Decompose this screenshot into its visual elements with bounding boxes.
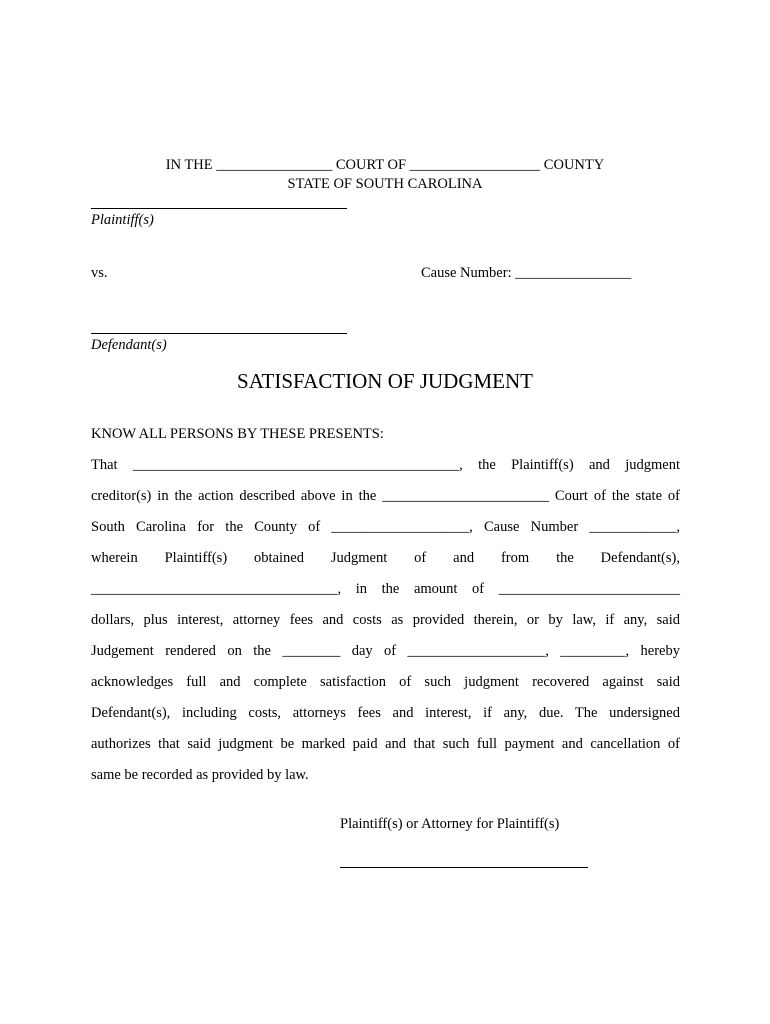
body-line: acknowledges full and complete satisfaction of such judgment recovered against said — [91, 674, 680, 690]
state-line: STATE OF SOUTH CAROLINA — [287, 176, 483, 192]
signature-label: Plaintiff(s) or Attorney for Plaintiff(s) — [340, 816, 560, 832]
defendant-signature-line — [91, 333, 347, 334]
body-line: authorizes that said judgment be marked paid and that such full payment and cancellation of — [91, 736, 680, 752]
cause-number-field: Cause Number: ________________ — [421, 265, 632, 281]
defendant-label: Defendant(s) — [91, 337, 167, 353]
document-title: SATISFACTION OF JUDGMENT — [237, 369, 533, 393]
body-line: __________________________________, in the amount of _________________________ — [91, 581, 680, 597]
vs-label: vs. — [91, 265, 108, 281]
intro-line: KNOW ALL PERSONS BY THESE PRESENTS: — [91, 426, 384, 442]
body-line: That _____________________________________________, the Plaintiff(s) and judgment — [91, 457, 680, 473]
body-line: creditor(s) in the action described above in the _______________________ Court of the state of — [91, 488, 680, 504]
court-line: IN THE ________________ COURT OF __________________ COUNTY — [165, 157, 605, 173]
body-line: Judgement rendered on the ________ day of ___________________, _________, hereby — [91, 643, 680, 659]
body-line: South Carolina for the County of ___________________, Cause Number ____________, — [91, 519, 680, 535]
body-line: wherein Plaintiff(s) obtained Judgment of and from the Defendant(s), — [91, 550, 680, 566]
plaintiff-label: Plaintiff(s) — [91, 212, 154, 228]
signature-line — [340, 867, 588, 868]
body-line: Defendant(s), including costs, attorneys fees and interest, if any, due. The undersigned — [91, 705, 680, 721]
plaintiff-signature-line — [91, 208, 347, 209]
body-line: dollars, plus interest, attorney fees and costs as provided therein, or by law, if any, said — [91, 612, 680, 628]
body-last-line: same be recorded as provided by law. — [91, 767, 309, 783]
